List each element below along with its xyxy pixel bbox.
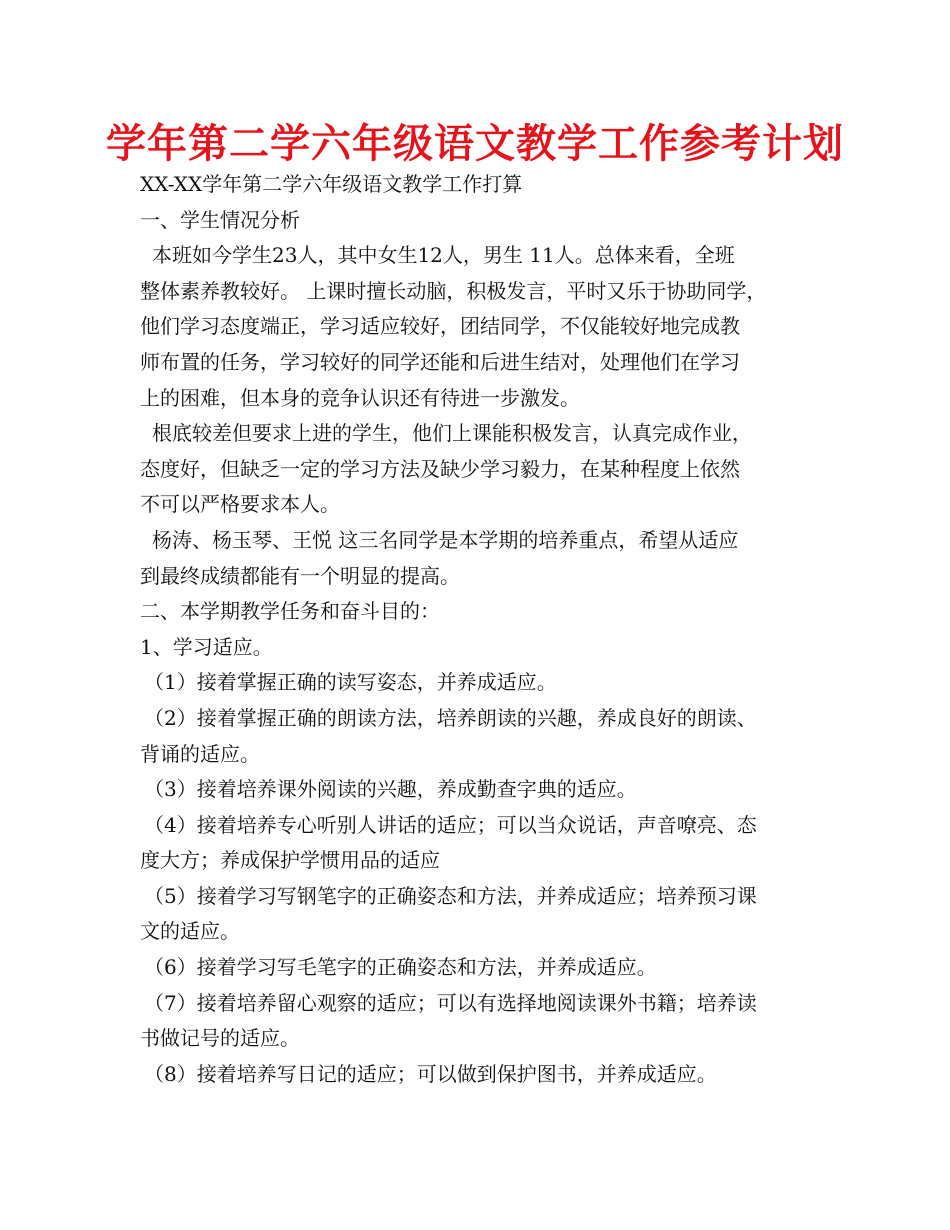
document-title: 学年第二学六年级语文教学工作参考计划 <box>106 121 844 167</box>
list-item: （5）接着学习写钢笔字的正确姿态和方法，并养成适应；培养预习课 <box>144 883 757 908</box>
paragraph-line: 整体素养教较好。 上课时擅长动脑，积极发言，平时又乐于协助同学， <box>140 278 767 303</box>
list-item-continuation: 度大方；养成保护学惯用品的适应 <box>140 848 440 873</box>
paragraph-line: 态度好，但缺乏一定的学习方法及缺少学习毅力，在某种程度上依然 <box>140 456 740 481</box>
section-heading: 二、本学期教学任务和奋斗目的： <box>140 599 440 624</box>
paragraph-line: 根底较差但要求上进的学生，他们上课能积极发言，认真完成作业， <box>152 421 752 446</box>
paragraph-line: 他们学习态度端正，学习适应较好，团结同学，不仅能较好地完成教 <box>140 314 740 339</box>
list-item-continuation: 背诵的适应。 <box>140 741 260 766</box>
list-item: （8）接着培养写日记的适应；可以做到保护图书，并养成适应。 <box>144 1061 717 1086</box>
list-item: （4）接着培养专心听别人讲话的适应；可以当众说话，声音嘹亮、态 <box>144 812 757 837</box>
document-body <box>140 167 830 1092</box>
list-heading: 1、学习适应。 <box>140 634 273 659</box>
section-heading: 一、学生情况分析 <box>140 207 300 232</box>
subtitle-line: XX-XX学年第二学六年级语文教学工作打算 <box>140 172 523 196</box>
list-item-continuation: 文的适应。 <box>140 919 240 944</box>
paragraph-line: 本班如今学生23人，其中女生12人，男生 11人。总体来看，全班 <box>152 243 735 268</box>
list-item: （3）接着培养课外阅读的兴趣，养成勤查字典的适应。 <box>144 777 637 802</box>
list-item: （2）接着掌握正确的朗读方法，培养朗读的兴趣，养成良好的朗读、 <box>144 705 757 730</box>
list-item-continuation: 书做记号的适应。 <box>140 1026 300 1051</box>
paragraph-line: 师布置的任务，学习较好的同学还能和后进生结对，处理他们在学习 <box>140 349 740 374</box>
paragraph-line: 到最终成绩都能有一个明显的提高。 <box>140 563 460 588</box>
list-item: （7）接着培养留心观察的适应；可以有选择地阅读课外书籍；培养读 <box>144 990 757 1015</box>
paragraph-line: 不可以严格要求本人。 <box>140 492 340 517</box>
list-item: （6）接着学习写毛笔字的正确姿态和方法，并养成适应。 <box>144 955 657 980</box>
list-item: （1）接着掌握正确的读写姿态，并养成适应。 <box>144 670 557 695</box>
paragraph-line: 上的困难，但本身的竞争认识还有待进一步激发。 <box>140 385 580 410</box>
paragraph-line: 杨涛、杨玉琴、王悦 这三名同学是本学期的培养重点，希望从适应 <box>152 527 739 552</box>
